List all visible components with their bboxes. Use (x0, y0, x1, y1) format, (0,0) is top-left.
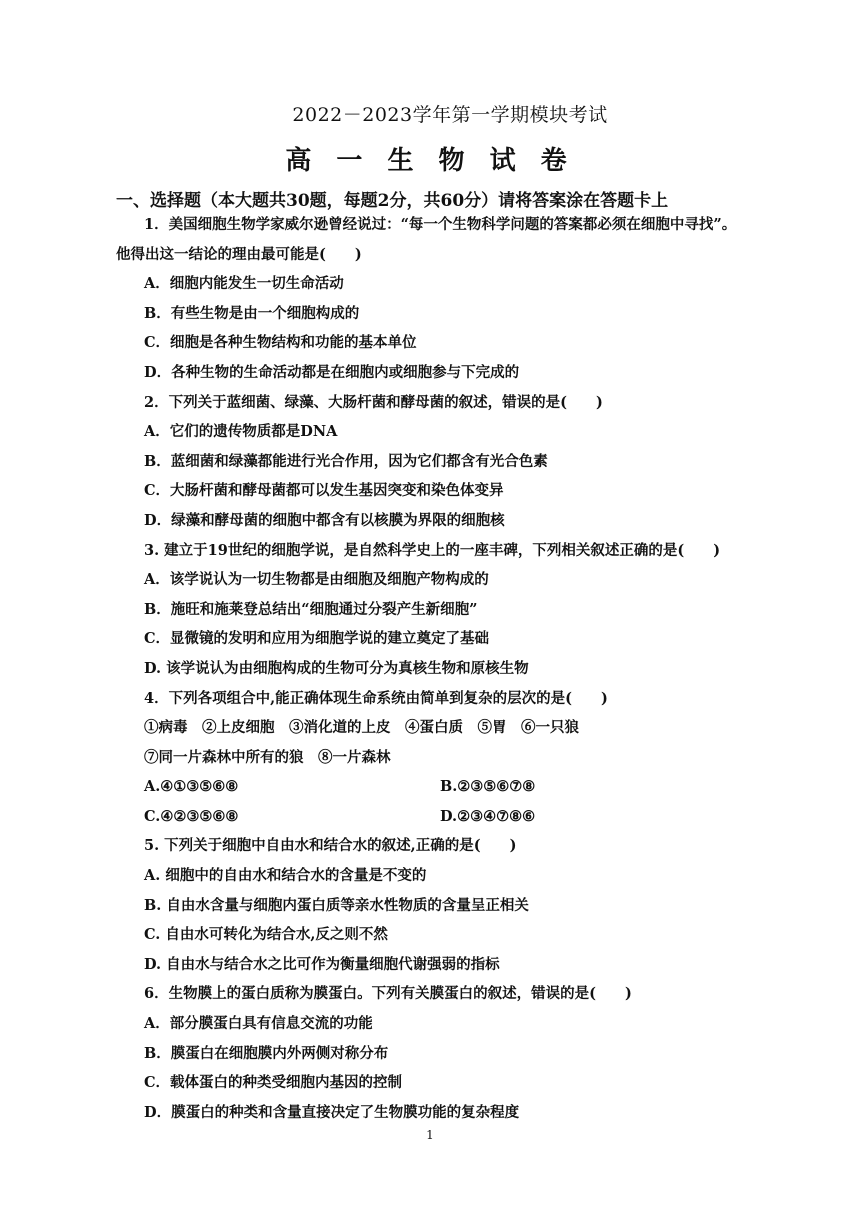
paper-title: 高 一 生 物 试 卷 (285, 146, 575, 176)
question-1-option-a: A．细胞内能发生一切生命活动 (144, 275, 344, 293)
questions-list (116, 210, 744, 1127)
question-5-option-c: C. 自由水可转化为结合水,反之则不然 (144, 926, 388, 944)
question-1-option-c: C．细胞是各种生物结构和功能的基本单位 (144, 334, 417, 352)
question-4-stem: 4．下列各项组合中,能正确体现生命系统由简单到复杂的层次的是( ) (144, 689, 608, 707)
question-5-stem: 5. 下列关于细胞中自由水和结合水的叙述,正确的是( ) (144, 837, 517, 855)
question-4-options-row-1 (116, 772, 744, 802)
question-2-option-c: C．大肠杆菌和酵母菌都可以发生基因突变和染色体变异 (144, 482, 504, 500)
question-3-stem: 3. 建立于19世纪的细胞学说，是自然科学史上的一座丰碑，下列相关叙述正确的是( ) (144, 541, 721, 559)
question-1-stem: 1．美国细胞生物学家威尔逊曾经说过：“每一个生物科学问题的答案都必须在细胞中寻找”。他得出这一结论的理由最可能是( ) (116, 216, 737, 263)
question-4-option-a: A.④①③⑤⑥⑧ (144, 778, 239, 796)
question-4-items-line-1: ①病毒 ②上皮细胞 ③消化道的上皮 ④蛋白质 ⑤胃 ⑥一只狼 (144, 719, 579, 737)
exam-title: 2022－2023学年第一学期模块考试 (292, 104, 608, 126)
question-4-options-row-2 (116, 802, 744, 832)
question-6-option-b: B．膜蛋白在细胞膜内外两侧对称分布 (144, 1044, 389, 1062)
question-2-option-d: D．绿藻和酵母菌的细胞中都含有以核膜为界限的细胞核 (144, 511, 505, 529)
question-1-option-b: B．有些生物是由一个细胞构成的 (144, 304, 360, 322)
question-1-option-d: D．各种生物的生命活动都是在细胞内或细胞参与下完成的 (144, 363, 520, 381)
question-3-option-b: B．施旺和施莱登总结出“细胞通过分裂产生新细胞” (144, 600, 478, 618)
question-3-option-d: D. 该学说认为由细胞构成的生物可分为真核生物和原核生物 (144, 659, 529, 677)
page-number: 1 (426, 1128, 434, 1142)
question-6-option-a: A．部分膜蛋白具有信息交流的功能 (144, 1015, 373, 1033)
question-6-stem: 6．生物膜上的蛋白质称为膜蛋白。下列有关膜蛋白的叙述，错误的是( ) (144, 985, 632, 1003)
question-6-option-c: C．载体蛋白的种类受细胞内基因的控制 (144, 1074, 403, 1092)
question-2-option-b: B．蓝细菌和绿藻都能进行光合作用，因为它们都含有光合色素 (144, 452, 548, 470)
question-3-option-a: A．该学说认为一切生物都是由细胞及细胞产物构成的 (144, 571, 489, 589)
question-5-option-a: A. 细胞中的自由水和结合水的含量是不变的 (144, 867, 427, 885)
question-2-option-a: A．它们的遗传物质都是DNA (144, 423, 338, 441)
question-4-option-d: D.②③④⑦⑧⑥ (440, 807, 536, 825)
question-2-stem: 2．下列关于蓝细菌、绿藻、大肠杆菌和酵母菌的叙述，错误的是( ) (144, 393, 603, 411)
question-4-items-line-2: ⑦同一片森林中所有的狼 ⑧一片森林 (144, 748, 391, 766)
question-4-option-c: C.④②③⑤⑥⑧ (144, 807, 239, 825)
question-5-option-d: D. 自由水与结合水之比可作为衡量细胞代谢强弱的指标 (144, 955, 500, 973)
section-title: 一、选择题（本大题共30题，每题2分，共60分）请将答案涂在答题卡上 (116, 191, 669, 211)
question-4-option-b: B.②③⑤⑥⑦⑧ (440, 778, 536, 796)
question-6-option-d: D．膜蛋白的种类和含量直接决定了生物膜功能的复杂程度 (144, 1103, 520, 1121)
question-3-option-c: C．显微镜的发明和应用为细胞学说的建立奠定了基础 (144, 630, 490, 648)
question-5-option-b: B. 自由水含量与细胞内蛋白质等亲水性物质的含量呈正相关 (144, 896, 529, 914)
